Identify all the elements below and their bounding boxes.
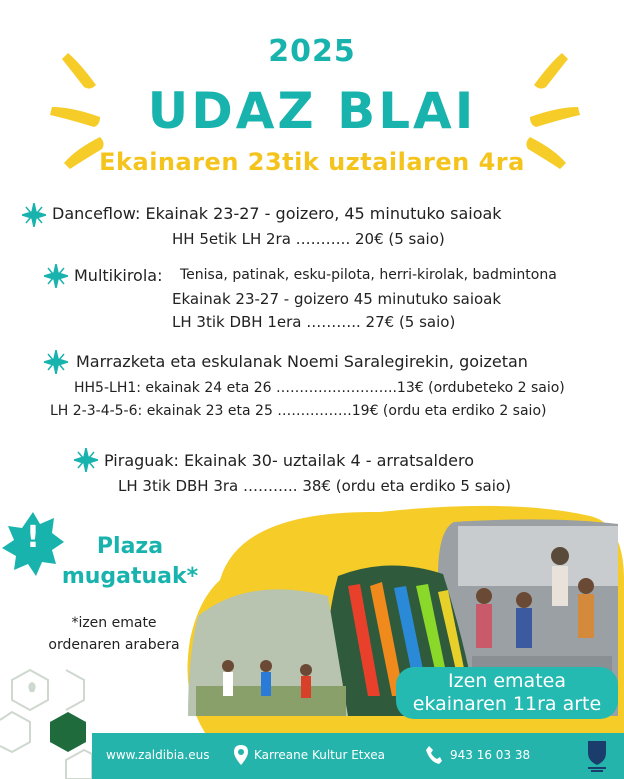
note-line1: *izen emate <box>71 615 157 631</box>
limited-places-title <box>40 532 220 592</box>
sparkle-icon <box>44 350 68 374</box>
signup-line1: Izen ematea <box>448 670 566 692</box>
municipal-logo <box>0 662 92 779</box>
activity-multi-label: Multikirola: <box>74 266 163 285</box>
signup-line2: ekainaren 11ra arte <box>412 693 602 715</box>
activity-dance-line1: Danceflow: Ekainak 23-27 - goizero, 45 minutuko saioak <box>52 204 502 223</box>
activity-dance-price: HH 5etik LH 2ra ……….. 20€ (5 saio) <box>172 230 445 248</box>
hexagon-logo-icon <box>0 662 92 779</box>
footer-bar <box>92 733 624 779</box>
footer-location: Karreane Kultur Etxea <box>254 748 385 762</box>
activity-draw-price1: HH5-LH1: ekainak 24 eta 26 ……………………..13€ (ordubeteko 2 saio) <box>74 380 565 396</box>
exclamation-mark: ! <box>26 520 40 555</box>
note-line2: ordenaren arabera <box>48 637 180 653</box>
signup-deadline-badge <box>396 667 618 719</box>
activity-draw-line1: Marrazketa eta eskulanak Noemi Saralegirekin, goizetan <box>76 352 528 371</box>
activity-draw-price2: LH 2-3-4-5-6: ekainak 23 eta 25 …………….19€ (ordu eta erdiko 2 saio) <box>50 403 547 419</box>
limited-places-note <box>24 612 204 656</box>
limited-places-line1: Plaza <box>96 534 164 559</box>
activity-multi-line1: Tenisa, patinak, esku-pilota, herri-kirolak, badmintona <box>180 267 557 283</box>
page-title: UDAZ BLAI <box>147 82 477 140</box>
footer-website[interactable]: www.zaldibia.eus <box>106 748 210 762</box>
map-pin-icon <box>234 745 248 765</box>
date-range: Ekainaren 23tik uztailaren 4ra <box>99 148 525 176</box>
activity-kayak-price: LH 3tik DBH 3ra ……….. 38€ (ordu eta erdiko 5 saio) <box>118 477 511 495</box>
sparkle-icon <box>44 264 68 288</box>
footer-phone[interactable]: 943 16 03 38 <box>450 748 531 762</box>
activity-kayak-line1: Piraguak: Ekainak 30- uztailak 4 - arratsaldero <box>104 451 474 470</box>
year: 2025 <box>268 34 356 69</box>
sparkle-icon <box>22 203 46 227</box>
limited-places-line2: mugatuak* <box>61 564 199 589</box>
activity-multi-line2: Ekainak 23-27 - goizero 45 minutuko saioak <box>172 290 502 308</box>
sparkle-icon <box>74 448 98 472</box>
phone-icon <box>426 746 442 764</box>
activity-multi-price: LH 3tik DBH 1era ……….. 27€ (5 saio) <box>172 313 456 331</box>
shield-logo-icon <box>586 739 608 773</box>
